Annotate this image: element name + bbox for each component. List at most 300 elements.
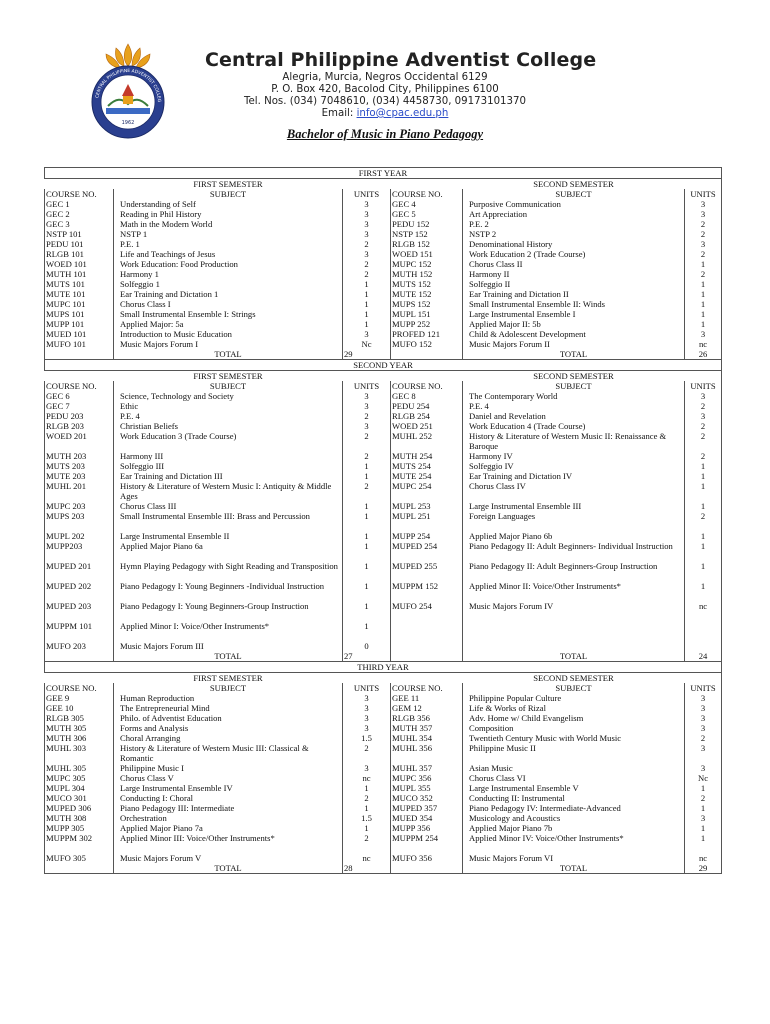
- course-subject: Small Instrumental Ensemble II: Winds: [463, 299, 685, 309]
- course-units: 1: [685, 541, 722, 561]
- course-code: GEE 10: [45, 703, 114, 713]
- course-row: [45, 713, 722, 723]
- course-units: 2: [685, 401, 722, 411]
- second-semester-total: 26: [685, 349, 722, 360]
- course-subject: [463, 641, 685, 651]
- course-no-header: COURSE NO.: [45, 381, 114, 391]
- college-name: Central Philippine Adventist College: [205, 49, 597, 71]
- course-code: RLGB 305: [45, 713, 114, 723]
- column-header-row: [45, 381, 722, 391]
- year-heading: THIRD YEAR: [45, 662, 722, 673]
- course-subject: Philippine Music I: [114, 763, 343, 773]
- course-units: 3: [685, 703, 722, 713]
- course-units: 2: [343, 451, 391, 461]
- course-code: MUPC 101: [45, 299, 114, 309]
- course-subject: Chorus Class I: [114, 299, 343, 309]
- course-subject: Chorus Class III: [114, 501, 343, 511]
- course-units: 2: [685, 421, 722, 431]
- course-units: 1: [343, 823, 391, 833]
- course-subject: Christian Beliefs: [114, 421, 343, 431]
- course-row: [45, 813, 722, 823]
- course-code: MUPC 152: [391, 259, 463, 269]
- course-code: MUPP 252: [391, 319, 463, 329]
- course-subject: Ear Training and Dictation 1: [114, 289, 343, 299]
- course-subject: Large Instrumental Ensemble III: [463, 501, 685, 511]
- course-row: [45, 693, 722, 703]
- course-subject: Music Majors Forum VI: [463, 853, 685, 863]
- course-row: [45, 833, 722, 853]
- course-code: MUTE 101: [45, 289, 114, 299]
- course-code: MUPL 202: [45, 531, 114, 541]
- course-code: WOED 101: [45, 259, 114, 269]
- blank-cell: [391, 179, 463, 190]
- course-subject: Applied Major Piano 7a: [114, 823, 343, 833]
- course-units: 3: [685, 723, 722, 733]
- course-subject: Introduction to Music Education: [114, 329, 343, 339]
- first-semester-heading: FIRST SEMESTER: [193, 673, 263, 683]
- course-units: 2: [685, 793, 722, 803]
- course-subject: Composition: [463, 723, 685, 733]
- course-code: GEC 3: [45, 219, 114, 229]
- course-units: 1: [685, 803, 722, 813]
- course-subject: Music Majors Forum I: [114, 339, 343, 349]
- course-units: [685, 621, 722, 641]
- second-semester-total: 24: [685, 651, 722, 662]
- course-units: 3: [343, 713, 391, 723]
- units-header: UNITS: [343, 683, 391, 693]
- year-heading-row: [45, 168, 722, 179]
- course-units: 3: [685, 743, 722, 763]
- course-units: 3: [685, 391, 722, 401]
- course-code: GEC 5: [391, 209, 463, 219]
- course-units: Nc: [343, 339, 391, 349]
- course-units: 2: [685, 229, 722, 239]
- course-units: 1.5: [343, 813, 391, 823]
- course-code: MUPL 151: [391, 309, 463, 319]
- course-units: 1: [343, 581, 391, 601]
- course-units: 1: [685, 581, 722, 601]
- subject-header: SUBJECT: [463, 381, 685, 391]
- course-units: 1: [343, 319, 391, 329]
- course-subject: Conducting II: Instrumental: [463, 793, 685, 803]
- course-row: [45, 411, 722, 421]
- course-subject: Piano Pedagogy I: Young Beginners -Individual Instruction: [114, 581, 343, 601]
- course-code: MUFO 254: [391, 601, 463, 621]
- college-seal-icon: [78, 40, 178, 140]
- course-units: 3: [343, 723, 391, 733]
- course-units: 3: [685, 763, 722, 773]
- course-code: MUPP 356: [391, 823, 463, 833]
- course-subject: Applied Major Piano 7b: [463, 823, 685, 833]
- course-subject: Music Majors Forum V: [114, 853, 343, 863]
- course-no-header: COURSE NO.: [391, 683, 463, 693]
- course-units: 1: [685, 833, 722, 853]
- course-row: [45, 511, 722, 531]
- course-row: [45, 743, 722, 763]
- course-subject: Chorus Class VI: [463, 773, 685, 783]
- course-row: [45, 783, 722, 793]
- course-code: MUTH 254: [391, 451, 463, 461]
- course-code: MUTH 305: [45, 723, 114, 733]
- first-semester-total: 27: [343, 651, 391, 662]
- course-units: 1: [343, 461, 391, 471]
- course-row: [45, 391, 722, 401]
- first-semester-total: 29: [343, 349, 391, 360]
- course-units: 2: [343, 743, 391, 763]
- course-units: 2: [343, 239, 391, 249]
- total-label: TOTAL: [463, 651, 685, 662]
- course-code: MUPPM 101: [45, 621, 114, 641]
- course-row: [45, 501, 722, 511]
- course-row: [45, 853, 722, 863]
- course-code: MUHL 357: [391, 763, 463, 773]
- blank-cell: [45, 179, 114, 190]
- blank-cell: [343, 673, 391, 684]
- course-subject: Foreign Languages: [463, 511, 685, 531]
- semester-heading-row: [45, 371, 722, 382]
- course-units: 2: [685, 249, 722, 259]
- course-subject: The Entrepreneurial Mind: [114, 703, 343, 713]
- course-units: 3: [343, 199, 391, 209]
- course-subject: Chorus Class II: [463, 259, 685, 269]
- course-units: 3: [343, 249, 391, 259]
- total-row: [45, 349, 722, 360]
- course-code: MUPC 305: [45, 773, 114, 783]
- course-code: MUPC 254: [391, 481, 463, 501]
- course-row: [45, 561, 722, 581]
- course-units: 3: [685, 329, 722, 339]
- course-units: 2: [343, 411, 391, 421]
- subject-header: SUBJECT: [463, 189, 685, 199]
- course-code: MUTS 254: [391, 461, 463, 471]
- course-code: RLGB 356: [391, 713, 463, 723]
- course-subject: Purposive Communication: [463, 199, 685, 209]
- total-label: TOTAL: [114, 349, 343, 360]
- course-row: [45, 733, 722, 743]
- course-row: [45, 319, 722, 329]
- course-units: 1: [343, 299, 391, 309]
- course-row: [45, 451, 722, 461]
- course-units: 1: [343, 531, 391, 541]
- course-code: MUTH 357: [391, 723, 463, 733]
- course-subject: P.E. 4: [463, 401, 685, 411]
- second-semester-heading: SECOND SEMESTER: [533, 179, 614, 189]
- course-code: MUPED 203: [45, 601, 114, 621]
- course-no-header: COURSE NO.: [391, 381, 463, 391]
- course-code: MUPS 152: [391, 299, 463, 309]
- course-subject: NSTP 1: [114, 229, 343, 239]
- blank-cell: [45, 349, 114, 360]
- course-code: RLGB 152: [391, 239, 463, 249]
- course-code: MUHL 303: [45, 743, 114, 763]
- course-units: 1: [685, 481, 722, 501]
- course-code: MUPP 305: [45, 823, 114, 833]
- course-subject: Large Instrumental Ensemble I: [463, 309, 685, 319]
- semester-heading-row: [45, 673, 722, 684]
- course-code: MUPED 255: [391, 561, 463, 581]
- course-code: RLGB 254: [391, 411, 463, 421]
- course-subject: Chorus Class IV: [463, 481, 685, 501]
- course-row: [45, 773, 722, 783]
- course-code: MUPP 101: [45, 319, 114, 329]
- course-code: MUPED 306: [45, 803, 114, 813]
- total-row: [45, 863, 722, 874]
- course-units: 3: [685, 713, 722, 723]
- course-code: MUPL 355: [391, 783, 463, 793]
- subject-header: SUBJECT: [114, 381, 343, 391]
- course-subject: Work Education: Food Production: [114, 259, 343, 269]
- course-subject: Reading in Phil History: [114, 209, 343, 219]
- course-code: GEC 4: [391, 199, 463, 209]
- course-units: 1: [343, 279, 391, 289]
- course-row: [45, 199, 722, 209]
- course-row: [45, 289, 722, 299]
- course-units: 3: [685, 411, 722, 421]
- column-header-row: [45, 189, 722, 199]
- course-no-header: COURSE NO.: [45, 189, 114, 199]
- email-label: Email:: [321, 108, 357, 119]
- course-units: 2: [685, 219, 722, 229]
- course-units: 1: [343, 621, 391, 641]
- first-semester-heading: FIRST SEMESTER: [193, 179, 263, 189]
- course-row: [45, 269, 722, 279]
- course-code: MUPED 357: [391, 803, 463, 813]
- course-code: MUPPM 152: [391, 581, 463, 601]
- total-label: TOTAL: [463, 349, 685, 360]
- course-subject: Musicology and Acoustics: [463, 813, 685, 823]
- course-subject: Philippine Popular Culture: [463, 693, 685, 703]
- email-line: [215, 108, 555, 119]
- course-code: MUHL 354: [391, 733, 463, 743]
- course-code: MUTE 152: [391, 289, 463, 299]
- course-units: 1: [685, 823, 722, 833]
- course-subject: History & Literature of Western Music III: Classical & Romantic: [114, 743, 343, 763]
- course-code: MUTS 152: [391, 279, 463, 289]
- course-subject: Forms and Analysis: [114, 723, 343, 733]
- course-subject: Applied Minor III: Voice/Other Instruments*: [114, 833, 343, 853]
- course-code: MUPL 253: [391, 501, 463, 511]
- subject-header: SUBJECT: [463, 683, 685, 693]
- course-units: 0: [343, 641, 391, 651]
- course-row: [45, 461, 722, 471]
- course-subject: History & Literature of Western Music I: Antiquity & Middle Ages: [114, 481, 343, 501]
- course-row: [45, 259, 722, 269]
- course-units: 2: [685, 511, 722, 531]
- course-subject: Music Majors Forum II: [463, 339, 685, 349]
- course-row: [45, 723, 722, 733]
- course-subject: Applied Major Piano 6a: [114, 541, 343, 561]
- course-units: 1: [343, 803, 391, 813]
- blank-cell: [343, 179, 391, 190]
- course-units: 1: [685, 279, 722, 289]
- course-code: MUPL 251: [391, 511, 463, 531]
- course-subject: Ear Training and Dictation III: [114, 471, 343, 481]
- course-code: [391, 641, 463, 651]
- course-units: 2: [685, 451, 722, 461]
- course-units: 3: [343, 421, 391, 431]
- course-row: [45, 471, 722, 481]
- course-subject: Conducting I: Choral: [114, 793, 343, 803]
- units-header: UNITS: [685, 381, 722, 391]
- course-subject: Daniel and Revelation: [463, 411, 685, 421]
- course-code: GEM 12: [391, 703, 463, 713]
- course-row: [45, 329, 722, 339]
- total-row: [45, 651, 722, 662]
- course-code: MUHL 252: [391, 431, 463, 451]
- course-code: MUED 354: [391, 813, 463, 823]
- curriculum-table: [44, 167, 722, 874]
- year-heading-row: [45, 360, 722, 371]
- course-code: MUPP203: [45, 541, 114, 561]
- course-code: GEC 8: [391, 391, 463, 401]
- course-subject: Piano Pedagogy I: Young Beginners-Group Instruction: [114, 601, 343, 621]
- course-code: MUHL 305: [45, 763, 114, 773]
- course-units: 2: [343, 431, 391, 451]
- course-units: Nc: [685, 773, 722, 783]
- course-units: 1: [343, 541, 391, 561]
- blank-cell: [685, 673, 722, 684]
- subject-header: SUBJECT: [114, 683, 343, 693]
- course-row: [45, 763, 722, 773]
- course-units: 2: [685, 733, 722, 743]
- course-code: GEC 7: [45, 401, 114, 411]
- course-units: 3: [685, 693, 722, 703]
- course-subject: Applied Minor IV: Voice/Other Instruments*: [463, 833, 685, 853]
- course-row: [45, 249, 722, 259]
- course-subject: Life and Teachings of Jesus: [114, 249, 343, 259]
- course-code: MUPS 203: [45, 511, 114, 531]
- course-row: [45, 239, 722, 249]
- course-row: [45, 339, 722, 349]
- course-row: [45, 229, 722, 239]
- course-code: MUPC 356: [391, 773, 463, 783]
- course-subject: Human Reproduction: [114, 693, 343, 703]
- course-code: GEC 1: [45, 199, 114, 209]
- course-code: RLGB 203: [45, 421, 114, 431]
- column-header-row: [45, 683, 722, 693]
- course-code: MUFO 305: [45, 853, 114, 863]
- course-subject: Large Instrumental Ensemble IV: [114, 783, 343, 793]
- course-subject: Small Instrumental Ensemble III: Brass and Percussion: [114, 511, 343, 531]
- course-subject: Work Education 3 (Trade Course): [114, 431, 343, 451]
- blank-cell: [391, 673, 463, 684]
- course-units: 2: [343, 481, 391, 501]
- course-subject: Small Instrumental Ensemble I: Strings: [114, 309, 343, 319]
- course-subject: Asian Music: [463, 763, 685, 773]
- course-code: MUPL 304: [45, 783, 114, 793]
- first-semester-total: 28: [343, 863, 391, 874]
- total-label: TOTAL: [463, 863, 685, 874]
- course-units: 1: [685, 259, 722, 269]
- course-subject: Ear Training and Dictation IV: [463, 471, 685, 481]
- course-subject: Hymn Playing Pedagogy with Sight Reading and Transposition: [114, 561, 343, 581]
- course-code: GEC 2: [45, 209, 114, 219]
- course-units: 3: [343, 703, 391, 713]
- course-row: [45, 703, 722, 713]
- course-subject: Piano Pedagogy III: Intermediate: [114, 803, 343, 813]
- course-code: MUCO 352: [391, 793, 463, 803]
- course-code: MUED 101: [45, 329, 114, 339]
- year-heading-row: [45, 662, 722, 673]
- seal-year: 1962: [121, 120, 135, 126]
- course-subject: Solfeggio III: [114, 461, 343, 471]
- blank-cell: [45, 651, 114, 662]
- blank-cell: [685, 371, 722, 382]
- blank-cell: [45, 673, 114, 684]
- course-row: [45, 601, 722, 621]
- blank-cell: [391, 651, 463, 662]
- course-code: MUHL 356: [391, 743, 463, 763]
- course-subject: Art Appreciation: [463, 209, 685, 219]
- course-code: WOED 201: [45, 431, 114, 451]
- course-units: 1: [343, 601, 391, 621]
- course-code: MUPPM 302: [45, 833, 114, 853]
- course-code: MUTH 203: [45, 451, 114, 461]
- course-code: MUTH 306: [45, 733, 114, 743]
- course-units: 2: [685, 431, 722, 451]
- course-subject: Orchestration: [114, 813, 343, 823]
- course-row: [45, 309, 722, 319]
- blank-cell: [391, 371, 463, 382]
- course-subject: Harmony II: [463, 269, 685, 279]
- semester-heading-row: [45, 179, 722, 190]
- course-units: 3: [343, 391, 391, 401]
- course-units: 2: [343, 269, 391, 279]
- email-link[interactable]: info@cpac.edu.ph: [356, 108, 449, 119]
- blank-cell: [45, 863, 114, 874]
- course-code: MUPED 202: [45, 581, 114, 601]
- course-units: 3: [343, 209, 391, 219]
- course-code: GEE 11: [391, 693, 463, 703]
- subject-header: SUBJECT: [114, 189, 343, 199]
- blank-cell: [45, 371, 114, 382]
- total-label: TOTAL: [114, 863, 343, 874]
- course-units: nc: [343, 853, 391, 863]
- course-code: MUFO 152: [391, 339, 463, 349]
- course-units: 1: [685, 531, 722, 541]
- course-code: GEC 6: [45, 391, 114, 401]
- course-row: [45, 421, 722, 431]
- course-subject: Piano Pedagogy II: Adult Beginners- Individual Instruction: [463, 541, 685, 561]
- course-code: MUPED 201: [45, 561, 114, 581]
- course-subject: Harmony 1: [114, 269, 343, 279]
- course-code: MUTH 308: [45, 813, 114, 823]
- course-subject: Denominational History: [463, 239, 685, 249]
- course-subject: Piano Pedagogy IV: Intermediate-Advanced: [463, 803, 685, 813]
- course-code: MUPC 203: [45, 501, 114, 511]
- course-code: MUPP 254: [391, 531, 463, 541]
- course-row: [45, 299, 722, 309]
- course-units: 2: [685, 269, 722, 279]
- course-subject: The Contemporary World: [463, 391, 685, 401]
- course-units: 1: [685, 309, 722, 319]
- course-row: [45, 823, 722, 833]
- course-units: 3: [343, 219, 391, 229]
- course-subject: History & Literature of Western Music II: Renaissance & Baroque: [463, 431, 685, 451]
- course-units: 3: [343, 329, 391, 339]
- course-units: 1: [343, 561, 391, 581]
- course-code: PEDU 152: [391, 219, 463, 229]
- course-subject: Philo. of Adventist Education: [114, 713, 343, 723]
- course-subject: Solfeggio 1: [114, 279, 343, 289]
- course-code: NSTP 101: [45, 229, 114, 239]
- seal-ring-text: CENTRAL PHILIPPINE ADVENTIST COLLEG: [95, 68, 162, 103]
- course-subject: Work Education 2 (Trade Course): [463, 249, 685, 259]
- course-row: [45, 219, 722, 229]
- second-semester-heading: SECOND SEMESTER: [533, 673, 614, 683]
- course-subject: Choral Arranging: [114, 733, 343, 743]
- course-code: [391, 621, 463, 641]
